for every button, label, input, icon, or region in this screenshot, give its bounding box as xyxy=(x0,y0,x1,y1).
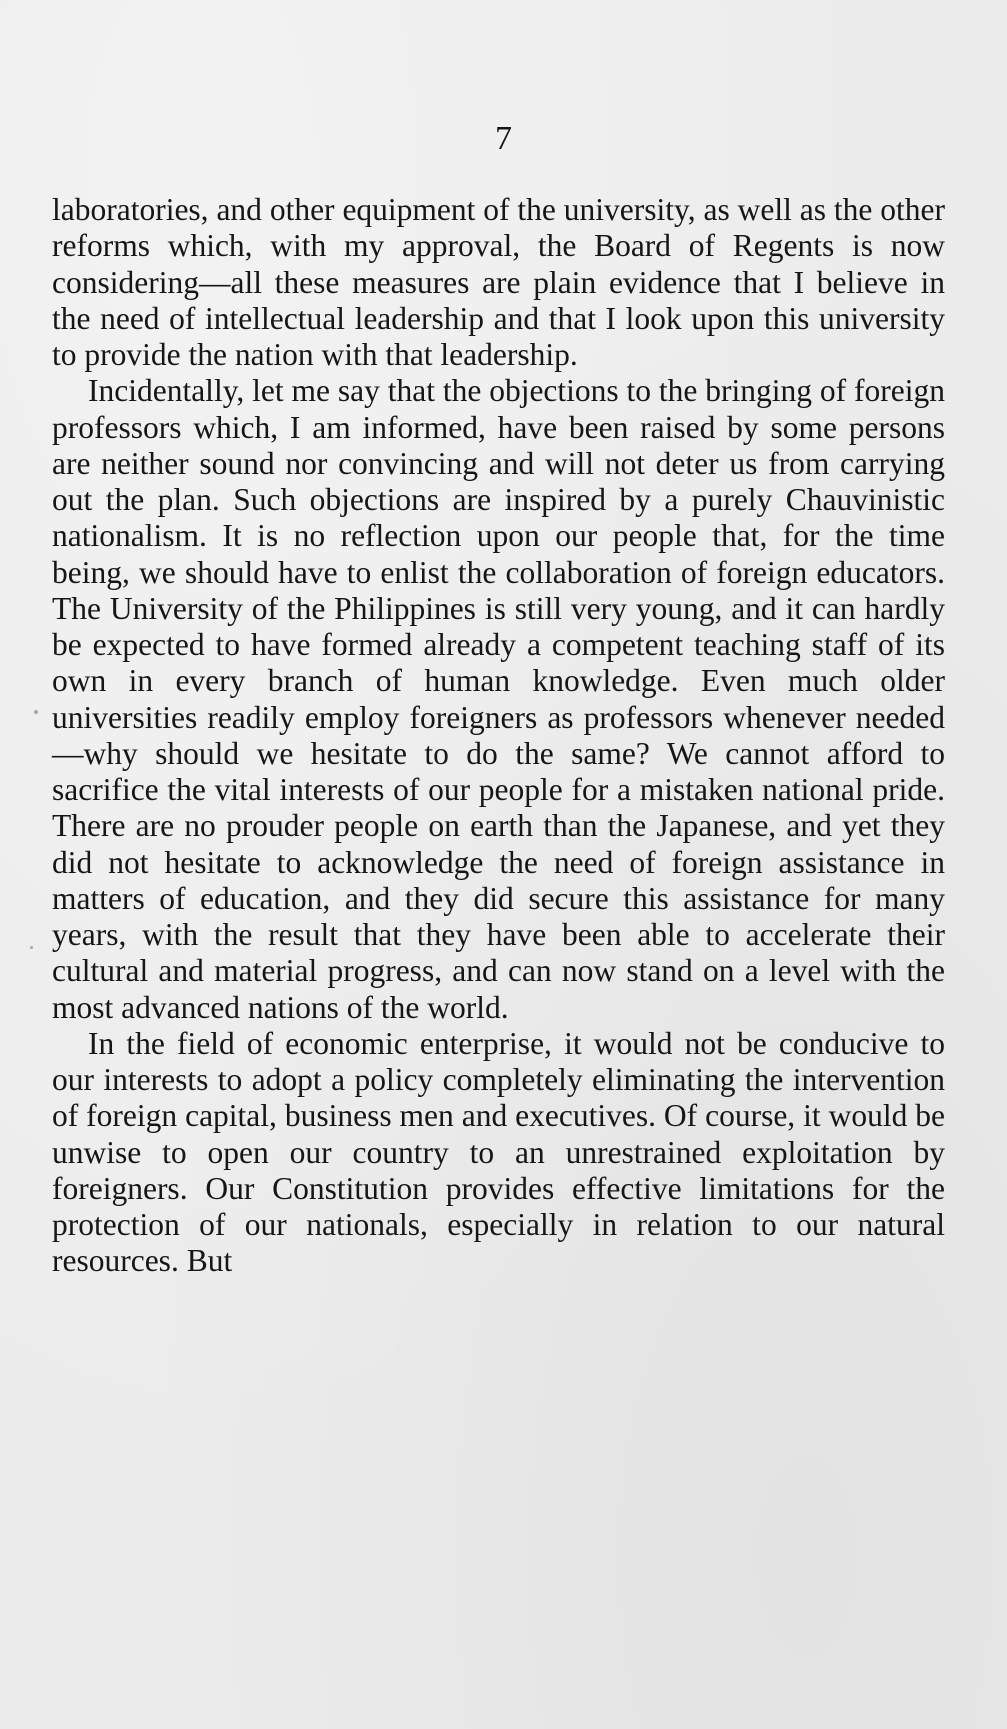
body-text xyxy=(52,192,945,1280)
paper-speck xyxy=(30,946,33,949)
page-number: 7 xyxy=(495,120,512,157)
paragraph-2: Incidentally, let me say that the objections to the bringing of foreign professors which, I am informed, have been raised by some persons are neither sound nor convincing and will not deter us from carrying out the plan. Such objections are inspired by a purely Chauvinistic nationalism. It is no reflection upon our people that, for the time being, we should have to enlist the collaboration of foreign educators. The University of the Philippines is still very young, and it can hardly be expected to have formed already a competent teaching staff of its own in every branch of human knowledge. Even much older universities readily employ foreigners as professors whenever needed—why should we hesitate to do the same? We cannot afford to sacrifice the vital interests of our people for a mistaken national pride. There are no prouder people on earth than the Japanese, and yet they did not hesitate to acknowledge the need of foreign assistance in matters of education, and they did secure this assistance for many years, with the result that they have been able to accelerate their cultural and material progress, and can now stand on a level with the most advanced nations of the world. xyxy=(52,373,945,1025)
paragraph-3: In the field of economic enterprise, it would not be conducive to our interests to adopt a policy completely eliminating the intervention of foreign capital, business men and executives. Of course, it would be unwise to open our country to an unrestrained exploitation by foreigners. Our Constitution provides effective limitations for the protection of our nationals, especially in relation to our natural resources. But xyxy=(52,1025,945,1279)
paper-speck xyxy=(34,710,38,714)
paragraph-1: laboratories, and other equipment of the university, as well as the other reforms which, with my approval, the Board of Regents is now considering—all these measures are plain evidence that I believe in the need of intellectual leadership and that I look upon this university to provide the nation with that leadership. xyxy=(52,192,945,372)
